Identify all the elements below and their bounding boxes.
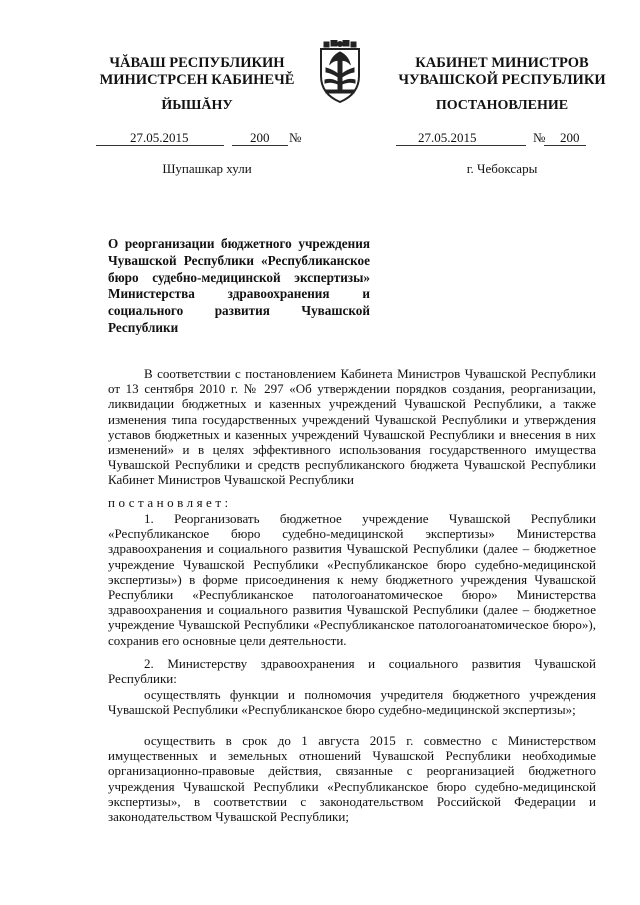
decree-word: постановляет: [108,495,232,510]
coat-of-arms-icon [311,40,369,104]
document-title: О реорганизации бюджетного учреждения Чувашской Республики «Республиканское бюро судебно-медицинской экспертизы» Министерства здравоохранения и социального развития Чувашской Республики [108,236,370,335]
right-org-line-2: ЧУВАШСКОЙ РЕСПУБЛИКИ [398,72,606,88]
intro-paragraph: В соответствии с постановлением Кабинета Министров Чувашской Республики от 13 сентября 2010 г. № 297 «Об утверждении порядков создания, реорганизации, ликвидации бюджетных и казенных учреждений Чувашской Республики, а также изменения типа государственных учреждений Чувашской Республики и утверждения уставов бюджетных и казенных учреждений Чувашской Республики и внесения в них изменений» и в целях эффективного использования государственного имущества Чувашской Республики и средств республиканского бюджета Чувашской Республики Кабинет Министров Чувашской Республики [108,366,596,488]
left-date: 27.05.2015 [130,130,189,145]
right-org-name [392,55,612,89]
left-date-line [96,130,306,146]
left-number-sign: № [289,130,302,145]
right-org-line-1: КАБИНЕТ МИНИСТРОВ [415,55,589,71]
right-number: 200 [560,130,580,145]
left-number: 200 [250,130,270,145]
left-city: Шупашкар хули [162,161,252,176]
left-org-name [92,55,302,89]
item-1: 1. Реорганизовать бюджетное учреждение Чувашской Республики «Республиканское бюро судебно-медицинской экспертизы» Министерства здравоохранения и социального развития Чувашской Республики (далее – бюджетное учреждение Чувашской Республики «Республиканское бюро судебно-медицинской экспертизы») в форме присоединения к нему бюджетного учреждения Чувашской Республики «Республиканское патологоанатомическое бюро» Министерства здравоохранения и социального развития Чувашской Республики (далее – бюджетное учреждение Чувашской Республики «Республиканское патологоанатомическое бюро»), сохранив его основные цели деятельности. [108,511,596,648]
left-doc-type: ЙЫШĂНУ [161,98,233,113]
right-date-line [396,130,596,146]
right-city: г. Чебоксары [466,161,538,176]
right-number-sign: № [533,130,546,145]
left-org-line-2: МИНИСТРСЕН КАБИНЕЧĚ [99,72,295,88]
right-doc-type: ПОСТАНОВЛЕНИЕ [435,98,569,113]
right-date: 27.05.2015 [418,130,477,145]
item-2a: осуществлять функции и полномочия учредителя бюджетного учреждения Чувашской Республики «Республиканское бюро судебно-медицинской экспертизы»; [108,687,596,718]
item-2: 2. Министерству здравоохранения и социального развития Чувашской Республики: [108,656,596,687]
left-org-line-1: ЧĂВАШ РЕСПУБЛИКИН [109,55,285,71]
item-2b: осуществить в срок до 1 августа 2015 г. совместно с Министерством имущественных и земельных отношений Чувашской Республики необходимые организационно-правовые действия, связанные с реорганизацией бюджетного учреждения Чувашской Республики «Республиканское бюро судебно-медицинской экспертизы», в соответствии с законодательством Российской Федерации и законодательством Чувашской Республики; [108,733,596,825]
